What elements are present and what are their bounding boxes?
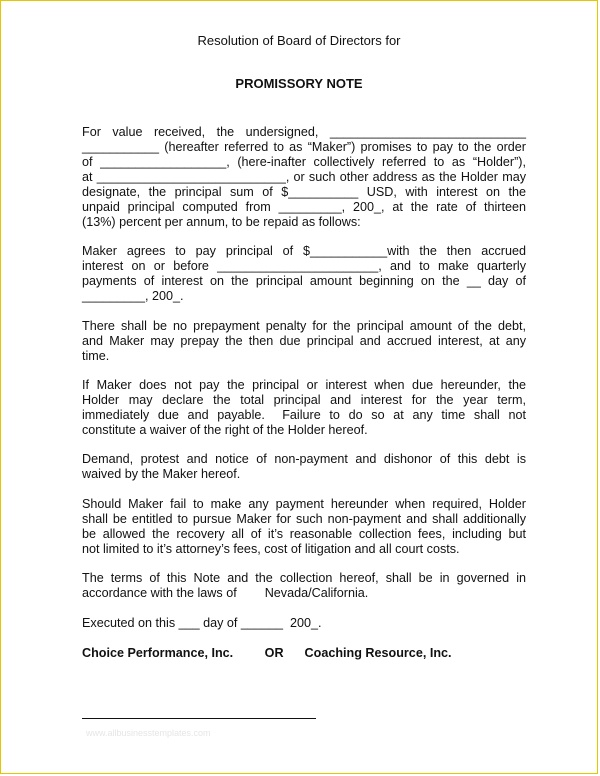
document-title: PROMISSORY NOTE [235, 76, 363, 91]
text-line: unpaid principal computed from _________, 200_, at the rate of thirteen [82, 200, 526, 214]
text-line: If Maker does not pay the principal or interest when due hereunder, the [82, 378, 526, 392]
text-line: be allowed the recovery all of it’s reasonable collection fees, including but [82, 527, 526, 541]
signatories: Choice Performance, Inc. OR Coaching Resource, Inc. [82, 646, 452, 660]
signature-line [82, 718, 316, 719]
text-line: designate, the principal sum of $__________ USD, with interest on the [82, 185, 526, 199]
text-line: (13%) percent per annum, to be repaid as follows: [82, 215, 361, 229]
document-header: Resolution of Board of Directors for [197, 33, 401, 48]
text-line: interest on or before _______________________, and to make quarterly [82, 259, 526, 273]
text-line: Maker agrees to pay principal of $___________with the then accrued [82, 244, 526, 258]
text-line: not limited to it’s attorney’s fees, cost of litigation and all court costs. [82, 542, 460, 556]
paragraph-default [82, 378, 526, 438]
paragraph-prepayment [82, 319, 526, 364]
text-line: Holder may declare the total principal and interest for the year term, [82, 393, 526, 407]
text-line: of __________________, (here-inafter collectively referred to as “Holder”), [82, 155, 526, 169]
paragraph-executed [82, 616, 526, 631]
text-line: accordance with the laws of Nevada/California. [82, 586, 369, 600]
text-line: Demand, protest and notice of non-payment and dishonor of this debt is [82, 452, 526, 466]
paragraph-governing-law [82, 571, 526, 601]
paragraph-repayment [82, 244, 526, 304]
text-line: constitute a waiver of the right of the Holder hereof. [82, 423, 368, 437]
text-line: immediately due and payable. Failure to do so at any time shall not [82, 408, 526, 422]
text-line: For value received, the undersigned, ____________________________ [82, 125, 526, 139]
text-line: at ___________________________, or such other address as the Holder may [82, 170, 526, 184]
text-line: ___________ (hereafter referred to as “Maker”) promises to pay to the order [82, 140, 526, 154]
text-line: waived by the Maker hereof. [82, 467, 241, 481]
paragraph-waiver [82, 452, 526, 482]
text-line: and Maker may prepay the then due principal and accrued interest, at any [82, 334, 526, 348]
text-line: shall be entitled to pursue Maker for such non-payment and shall additionally [82, 512, 526, 526]
text-line: _________, 200_. [82, 289, 184, 303]
text-line: The terms of this Note and the collection hereof, shall be in governed in [82, 571, 526, 585]
text-line: Executed on this ___ day of ______ 200_. [82, 616, 322, 630]
text-line: time. [82, 349, 110, 363]
paragraph-collection [82, 497, 526, 557]
paragraph-payment-terms [82, 125, 526, 230]
watermark: www.allbusinesstemplates.com [86, 728, 211, 738]
text-line: payments of interest on the principal amount beginning on the __ day of [82, 274, 526, 288]
text-line: There shall be no prepayment penalty for the principal amount of the debt, [82, 319, 526, 333]
text-line: Should Maker fail to make any payment hereunder when required, Holder [82, 497, 526, 511]
